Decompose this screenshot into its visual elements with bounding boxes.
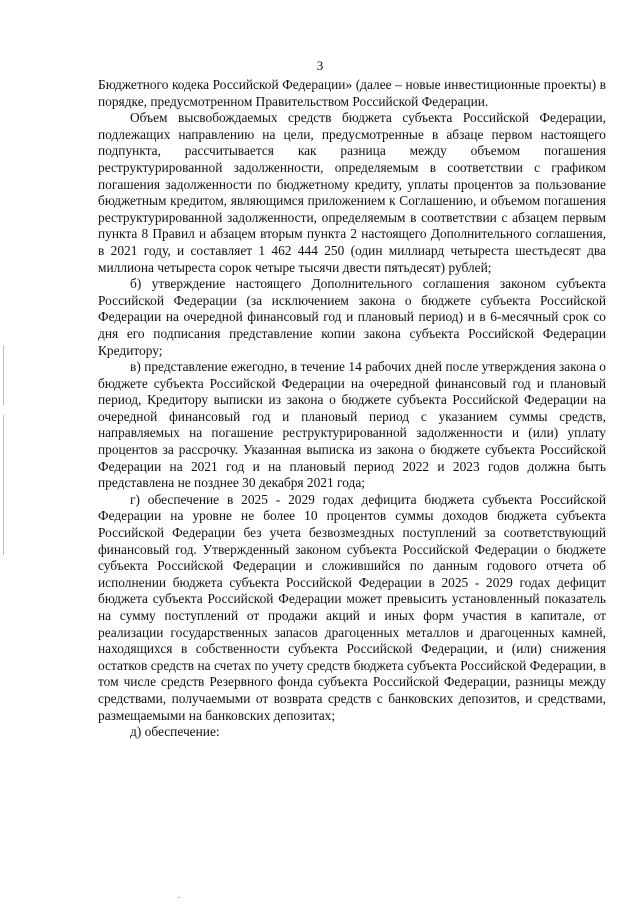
paragraph-item-v: в) представление ежегодно, в течение 14 рабочих дней после утверждения закона о бюджете субъекта Российской Федерации на очередной финансовый год и плановый период, Кредитору выписки из закона о бюджете субъекта Российской Федерации на очередной финансовый год и плановый период с указанием суммы средств, направляемых на погашение реструктурированной задолженности и (или) уплату процентов за рассрочку. Указанная выписка из закона о бюджете субъекта Российской Федерации на 2021 год и на плановый период 2022 и 2023 годов должна быть представлена не позднее 30 декабря 2021 года; (98, 359, 606, 491)
document-body (98, 77, 606, 741)
scan-margin-mark (3, 415, 4, 555)
paragraph-released-funds: Объем высвобождаемых средств бюджета субъекта Российской Федерации, подлежащих направлению на цели, предусмотренные в абзаце первом настоящего подпункта, рассчитывается как разница между объемом погашения реструктурированной задолженности, определяемым в соответствии с графиком погашения задолженности по бюджетному кредиту, уплаты процентов за пользование бюджетным кредитом, являющимся приложением к Соглашению, и объемом погашения реструктурированной задолженности, определяемым в соответствии с абзацем первым пункта 8 Правил и абзацем вторым пункта 2 настоящего Дополнительного соглашения, в 2021 году, и составляет 1 462 444 250 (один миллиард четыреста шестьдесят два миллиона четыреста сорок четыре тысячи двести пятьдесят) рублей; (98, 110, 606, 275)
scan-margin-mark (3, 345, 4, 405)
paragraph-item-g: г) обеспечение в 2025 - 2029 годах дефицита бюджета субъекта Российской Федерации на уровне не более 10 процентов суммы доходов бюджета субъекта Российской Федерации без учета безвозмездных поступлений за соответствующий финансовый год. Утвержденный законом субъекта Российской Федерации о бюджете субъекта Российской Федерации и сложившийся по данным годового отчета об исполнении бюджета субъекта Российской Федерации в 2025 - 2029 годах дефицит бюджета субъекта Российской Федерации может превысить установленный показатель на сумму поступлений от продажи акций и иных форм участия в капитале, от реализации государственных запасов драгоценных металлов и драгоценных камней, находящихся в собственности субъекта Российской Федерации, и (или) снижения остатков средств на счетах по учету средств бюджета субъекта Российской Федерации, в том числе средств Резервного фонда субъекта Российской Федерации, разницы между средствами, получаемыми от возврата средств с банковских депозитов, и средствами, размещаемыми на банковских депозитах; (98, 491, 606, 723)
page-number: 3 (316, 58, 324, 73)
paragraph-continuation: Бюджетного кодека Российской Федерации» (далее – новые инвестиционные проекты) в порядке, предусмотренном Правительством Российской Федерации. (98, 77, 606, 109)
paragraph-item-d: д) обеспечение: (130, 724, 220, 740)
scan-speck (178, 897, 180, 898)
paragraph-item-b: б) утверждение настоящего Дополнительного соглашения законом субъекта Российской Федерации (за исключением закона о бюджете субъекта Российской Федерации на очередной финансовый год и плановый период) и в 6-месячный срок со дня его подписания представление копии закона субъекта Российской Федерации Кредитору; (98, 276, 606, 358)
